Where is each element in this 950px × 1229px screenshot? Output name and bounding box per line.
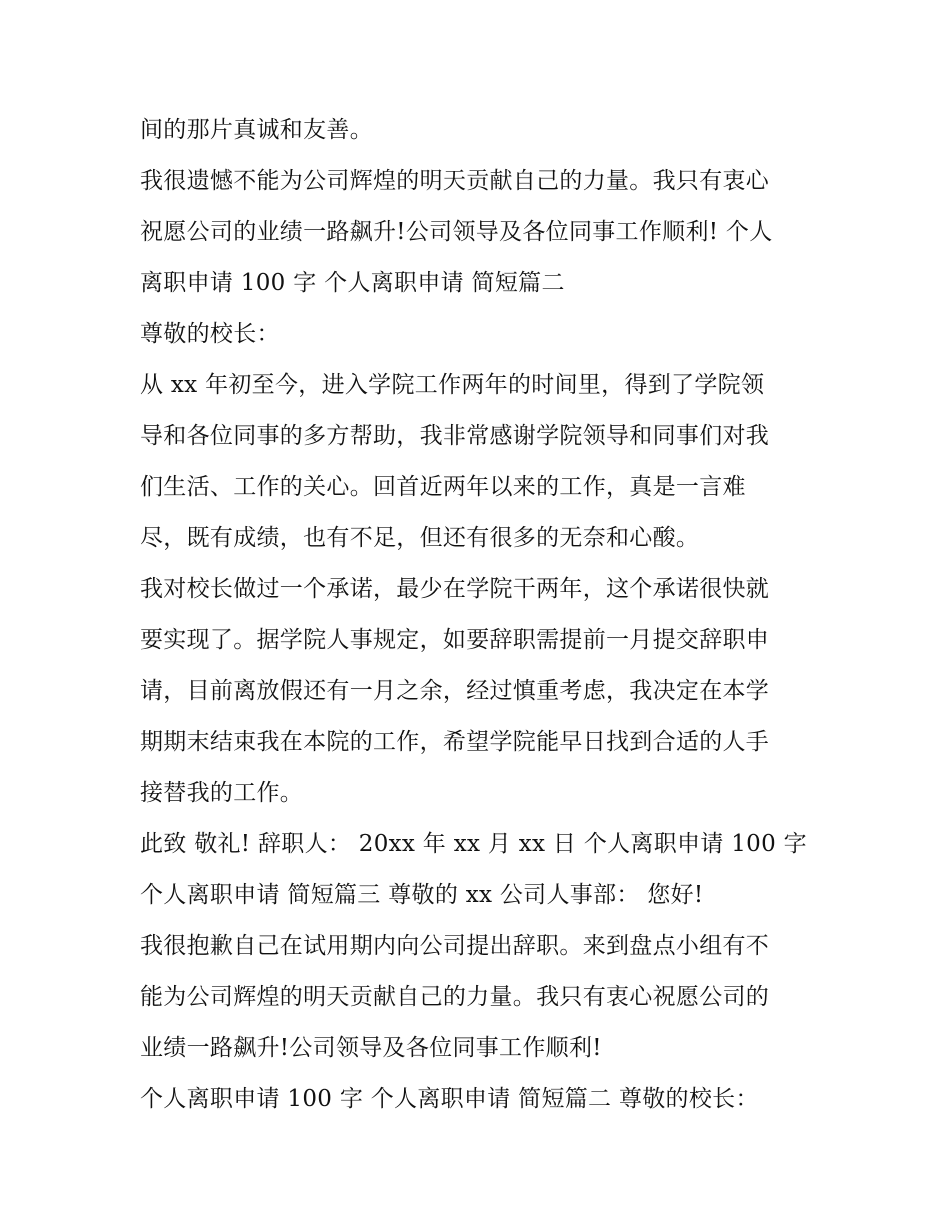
text-line: 我对校长做过一个承诺，最少在学院干两年，这个承诺很快就 bbox=[140, 576, 770, 602]
text-line: 导和各位同事的多方帮助，我非常感谢学院领导和同事们对我 bbox=[140, 423, 770, 449]
text-line: 我很抱歉自己在试用期内向公司提出辞职。来到盘点小组有不 bbox=[140, 933, 770, 959]
text-line: 请，目前离放假还有一月之余，经过慎重考虑，我决定在本学 bbox=[140, 678, 770, 704]
text-line: 此致 敬礼! 辞职人： 20xx 年 xx 月 xx 日 个人离职申请 100 字 bbox=[140, 831, 807, 857]
text-line: 间的那片真诚和友善。 bbox=[140, 117, 373, 143]
text-line: 尽，既有成绩，也有不足，但还有很多的无奈和心酸。 bbox=[140, 525, 700, 551]
text-line: 业绩一路飙升!公司领导及各位同事工作顺利! bbox=[140, 1035, 602, 1061]
text-line: 我很遗憾不能为公司辉煌的明天贡献自己的力量。我只有衷心 bbox=[140, 168, 770, 194]
text-line: 期期末结束我在本院的工作，希望学院能早日找到合适的人手 bbox=[140, 729, 770, 755]
text-line: 个人离职申请 简短篇三 尊敬的 xx 公司人事部： 您好! bbox=[140, 882, 704, 908]
text-line: 能为公司辉煌的明天贡献自己的力量。我只有衷心祝愿公司的 bbox=[140, 984, 770, 1010]
text-line: 接替我的工作。 bbox=[140, 780, 304, 806]
salutation: 尊敬的校长： bbox=[140, 321, 280, 347]
text-line: 离职申请 100 字 个人离职申请 简短篇二 bbox=[140, 270, 565, 296]
text-line: 祝愿公司的业绩一路飙升!公司领导及各位同事工作顺利! 个人 bbox=[140, 219, 773, 245]
text-line: 从 xx 年初至今，进入学院工作两年的时间里，得到了学院领 bbox=[140, 372, 765, 398]
text-line: 个人离职申请 100 字 个人离职申请 简短篇二 尊敬的校长： bbox=[140, 1086, 759, 1112]
text-line: 要实现了。据学院人事规定，如要辞职需提前一月提交辞职申 bbox=[140, 627, 770, 653]
text-line: 们生活、工作的关心。回首近两年以来的工作，真是一言难 bbox=[140, 474, 746, 500]
document-body bbox=[140, 105, 820, 1125]
